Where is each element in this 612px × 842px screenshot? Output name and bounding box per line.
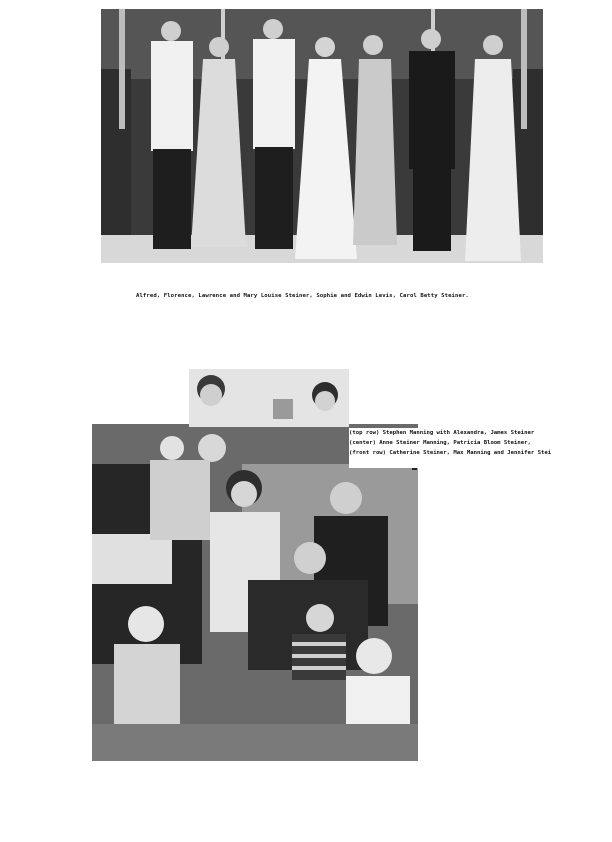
caption-line-top-row: (top row) Stephen Manning with Alexandra, James Steiner bbox=[349, 430, 535, 436]
family-group-photo bbox=[92, 424, 418, 761]
wedding-photo-caption: Alfred, Florence, Lawrence and Mary Louise Steiner, Sophie and Edwin Levis, Carol Betty Steiner. bbox=[136, 293, 469, 299]
wedding-group-photo bbox=[101, 9, 543, 263]
caption-dash-mark bbox=[412, 468, 417, 470]
family-photo-caption bbox=[349, 428, 589, 468]
caption-line-front-row: (front row) Catherine Steiner, Max Manning and Jennifer Stei bbox=[349, 450, 552, 456]
caption-line-center: (center) Anne Steiner Manning, Patricia Bloom Steiner, bbox=[349, 440, 531, 446]
family-photo-top-strip bbox=[189, 369, 349, 427]
